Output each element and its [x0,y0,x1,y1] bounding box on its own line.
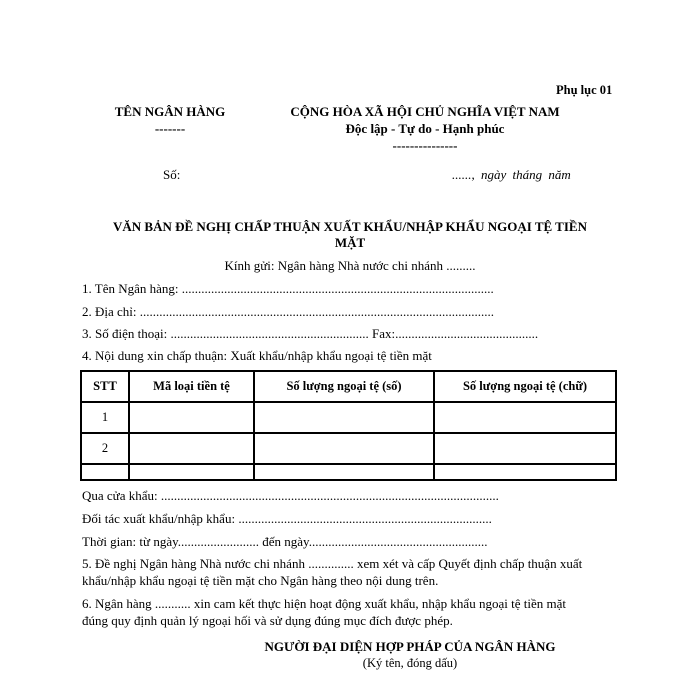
motto-separator: --------------- [392,138,458,153]
field-request-content: 4. Nội dung xin chấp thuận: Xuất khẩu/nhập khẩu ngoại tệ tiền mặt [82,348,432,363]
table-row [81,402,616,433]
table-cell-amount-number [254,464,434,480]
field-address: 2. Địa chỉ: ............................................................................................................. [82,304,495,319]
table-cell-stt: 1 [81,402,129,433]
item5-line2: khẩu/nhập khẩu ngoại tệ tiền mặt cho Ngân hàng theo nội dung trên. [82,573,439,588]
appendix-label: Phụ lục 01 [556,83,613,97]
column-header-currency-code: Mã loại tiền tệ [129,371,254,402]
table-cell-amount-number [254,433,434,464]
table-cell-stt: 2 [81,433,129,464]
column-header-stt: STT [81,371,129,402]
date-line: ......, ngày tháng năm [452,167,571,182]
signature-note: (Ký tên, đóng dấu) [362,656,458,670]
field-phone-fax: 3. Số điện thoại: ............................................................. Fax:............................................ [82,326,539,341]
country-heading: CỘNG HÒA XÃ HỘI CHỦ NGHĨA VIỆT NAM [290,104,560,119]
bank-name-heading: TÊN NGÂN HÀNG [114,104,226,119]
table-cell-currency-code [129,464,254,480]
item6-line1: 6. Ngân hàng ........... xin cam kết thực hiện hoạt động xuất khẩu, nhập khẩu ngoại tệ tiền mặt [82,596,566,611]
currency-table [80,370,617,481]
signature-title: NGƯỜI ĐẠI DIỆN HỢP PHÁP CỦA NGÂN HÀNG [264,639,556,654]
bank-name-separator: ------- [154,121,186,136]
document-title-line1: VĂN BẢN ĐỀ NGHỊ CHẤP THUẬN XUẤT KHẨU/NHẬP KHẨU NGOẠI TỆ TIỀN [113,219,587,234]
item5-line1: 5. Đề nghị Ngân hàng Nhà nước chi nhánh .............. xem xét và cấp Quyết định chấp thuận xuất [82,556,583,571]
field-border-gate: Qua cửa khẩu: ........................................................................................................ [82,488,499,503]
document-title-line2: MẶT [334,235,366,250]
recipient-line: Kính gửi: Ngân hàng Nhà nước chi nhánh ......... [224,258,476,273]
table-cell-amount-words [434,464,616,480]
field-bank-name: 1. Tên Ngân hàng: ................................................................................................ [82,281,494,296]
table-cell-currency-code [129,402,254,433]
item6-line2: đúng quy định quản lý ngoại hối và sử dụng đúng mục đích được phép. [82,613,453,628]
document-number-label: Số: [163,167,181,182]
table-cell-amount-number [254,402,434,433]
table-cell-currency-code [129,433,254,464]
column-header-amount-words: Số lượng ngoại tệ (chữ) [434,371,616,402]
motto: Độc lập - Tự do - Hạnh phúc [345,121,505,136]
field-partner: Đối tác xuất khẩu/nhập khẩu: .............................................................................. [82,511,492,526]
field-time-period: Thời gian: từ ngày......................... đến ngày....................................................... [82,534,488,549]
table-row [81,433,616,464]
column-header-amount-number: Số lượng ngoại tệ (số) [254,371,434,402]
table-cell-amount-words [434,433,616,464]
table-cell-stt [81,464,129,480]
table-cell-amount-words [434,402,616,433]
table-header-row [81,371,616,402]
table-row [81,464,616,480]
